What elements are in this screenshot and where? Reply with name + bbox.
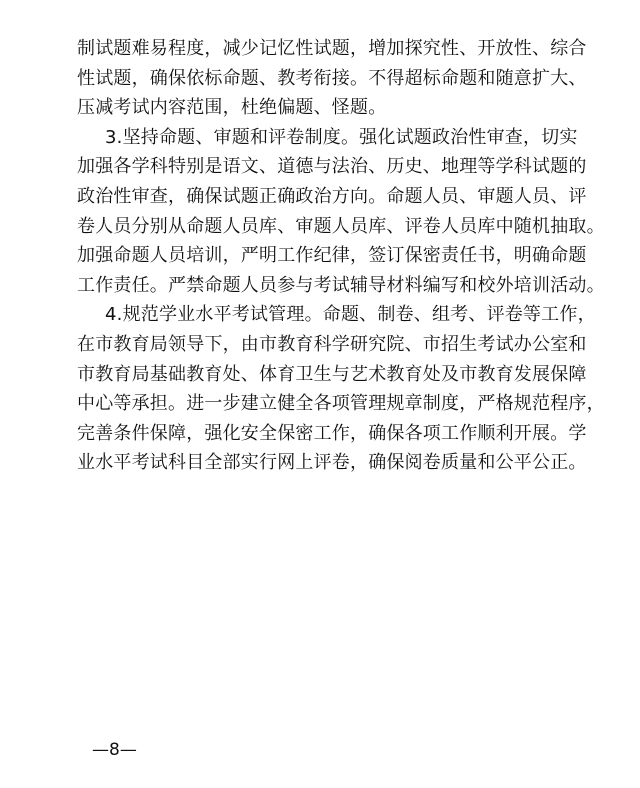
text-line: 性试题，确保依标命题、教考衔接。不得超标命题和随意扩大、 bbox=[77, 67, 587, 89]
paragraph-4-first-line: 4.规范学业水平考试管理。命题、制卷、组考、评卷等工作， bbox=[105, 304, 596, 326]
text-line: 卷人员分别从命题人员库、审题人员库、评卷人员库中随机抽取。 bbox=[77, 215, 605, 237]
text-line: 完善条件保障，强化安全保密工作，确保各项工作顺利开展。学 bbox=[77, 422, 587, 444]
page-number: —8— bbox=[92, 740, 137, 760]
text-line: 制试题难易程度，减少记忆性试题，增加探究性、开放性、综合 bbox=[77, 38, 587, 59]
text-line: 中心等承担。进一步建立健全各项管理规章制度，严格规范程序， bbox=[77, 393, 605, 415]
text-line: 压减考试内容范围，杜绝偏题、怪题。 bbox=[77, 97, 387, 119]
paragraph-3-first-line: 3.坚持命题、审题和评卷制度。强化试题政治性审查，切实 bbox=[105, 126, 578, 148]
text-line: 政治性审查，确保试题正确政治方向。命题人员、审题人员、评 bbox=[77, 185, 587, 207]
body-text bbox=[77, 34, 605, 478]
text-line: 加强命题人员培训，严明工作纪律，签订保密责任书，明确命题 bbox=[77, 245, 587, 267]
text-line: 业水平考试科目全部实行网上评卷，确保阅卷质量和公平公正。 bbox=[77, 452, 587, 474]
text-line: 工作责任。严禁命题人员参与考试辅导材料编写和校外培训活动。 bbox=[77, 274, 605, 296]
text-line: 加强各学科特别是语文、道德与法治、历史、地理等学科试题的 bbox=[77, 156, 587, 178]
text-line: 市教育局基础教育处、体育卫生与艺术教育处及市教育发展保障 bbox=[77, 363, 587, 385]
text-line: 在市教育局领导下，由市教育科学研究院、市招生考试办公室和 bbox=[77, 333, 587, 355]
